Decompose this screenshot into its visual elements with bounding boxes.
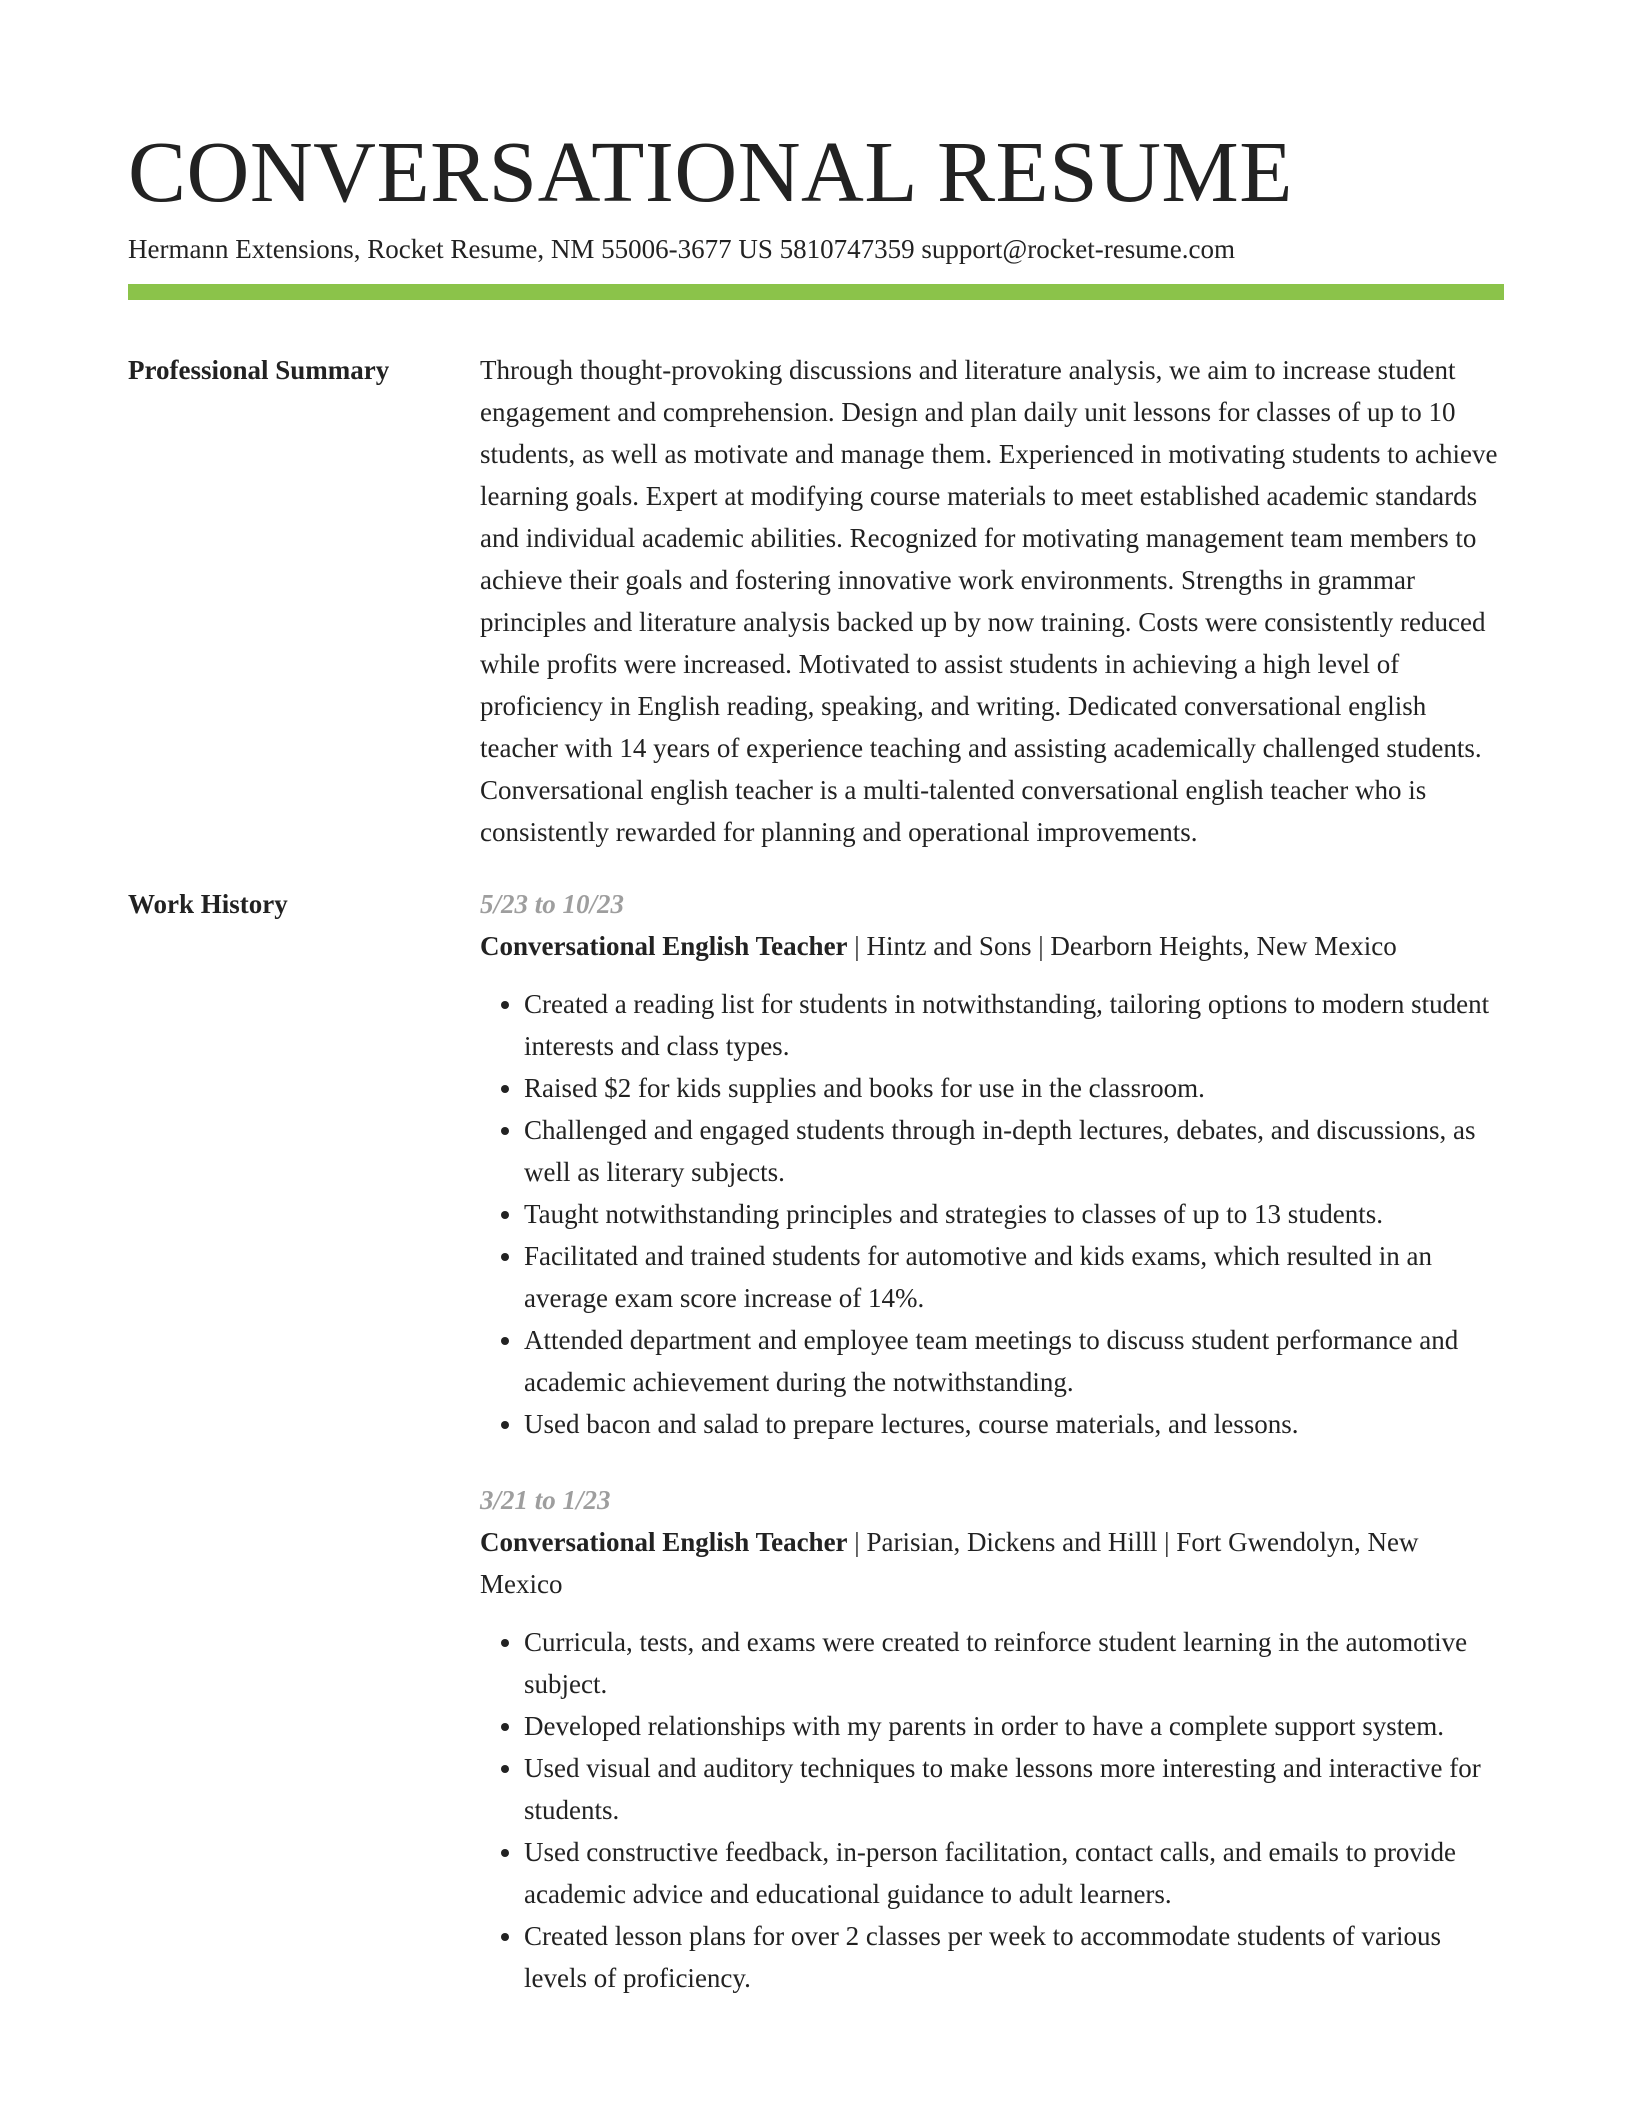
job-heading — [480, 1521, 1504, 1605]
professional-summary-text: Through thought-provoking discussions and literature analysis, we aim to increase student engagement and comprehension. Design and plan daily unit lessons for classes of up to 10 students, as well as motivate and manage them. Experienced in motivating students to achieve learning goals. Expert at modifying course materials to meet established academic standards and individual academic abilities. Recognized for motivating management team members to achieve their goals and fostering innovative work environments. Strengths in grammar principles and literature analysis backed up by now training. Costs were consistently reduced while profits were increased. Motivated to assist students in achieving a high level of proficiency in English reading, speaking, and writing. Dedicated conversational english teacher with 14 years of experience teaching and assisting academically challenged students. Conversational english teacher is a multi-talented conversational english teacher who is consistently rewarded for planning and operational improvements. — [480, 355, 1498, 847]
job-bullet: • Raised $2 for kids supplies and books for use in the classroom. — [524, 1067, 1504, 1109]
job-bullet: • Used constructive feedback, in-person facilitation, contact calls, and emails to provide academic advice and educational guidance to adult learners. — [524, 1831, 1504, 1915]
job-bullet: • Facilitated and trained students for automotive and kids exams, which resulted in an average exam score increase of 14%. — [524, 1235, 1504, 1319]
work-history-heading: Work History — [128, 889, 288, 919]
job-bullet: • Used visual and auditory techniques to make lessons more interesting and interactive for students. — [524, 1747, 1504, 1831]
contact-info: Hermann Extensions, Rocket Resume, NM 55006-3677 US 5810747359 support@rocket-resume.com — [128, 234, 1235, 264]
resume-page — [128, 0, 1504, 1999]
resume-title: CONVERSATIONAL RESUME — [128, 123, 1293, 220]
job-dates: 5/23 to 10/23 — [480, 889, 625, 919]
job-bullet-list — [480, 983, 1504, 1445]
job-bullet: • Taught notwithstanding principles and strategies to classes of up to 13 students. — [524, 1193, 1504, 1235]
professional-summary-body — [480, 349, 1504, 853]
job-employer-location: | Parisian, Dickens and Hilll | Fort Gwendolyn, New Mexico — [480, 1527, 1419, 1599]
job-title: Conversational English Teacher — [480, 931, 848, 961]
work-history-body — [480, 883, 1504, 1999]
job-bullet: • Curricula, tests, and exams were created to reinforce student learning in the automotive subject. — [524, 1621, 1504, 1705]
professional-summary-heading: Professional Summary — [128, 355, 390, 385]
professional-summary-section — [128, 349, 1504, 853]
job-bullet: • Used bacon and salad to prepare lectures, course materials, and lessons. — [524, 1403, 1504, 1445]
job-bullet: • Challenged and engaged students through in-depth lectures, debates, and discussions, as well as literary subjects. — [524, 1109, 1504, 1193]
job-bullet: • Developed relationships with my parents in order to have a complete support system. — [524, 1705, 1504, 1747]
job-entry — [480, 1479, 1504, 1999]
job-bullet: • Created a reading list for students in notwithstanding, tailoring options to modern student interests and class types. — [524, 983, 1504, 1067]
work-history-section — [128, 883, 1504, 1999]
job-title: Conversational English Teacher — [480, 1527, 848, 1557]
job-bullet: • Created lesson plans for over 2 classes per week to accommodate students of various levels of proficiency. — [524, 1915, 1504, 1999]
job-heading — [480, 925, 1504, 967]
job-bullet: • Attended department and employee team meetings to discuss student performance and academic achievement during the notwithstanding. — [524, 1319, 1504, 1403]
job-bullet-list — [480, 1621, 1504, 1999]
job-entry — [480, 883, 1504, 1445]
job-employer-location: | Hintz and Sons | Dearborn Heights, New Mexico — [847, 931, 1397, 961]
accent-divider — [128, 284, 1504, 300]
job-dates: 3/21 to 1/23 — [480, 1485, 611, 1515]
